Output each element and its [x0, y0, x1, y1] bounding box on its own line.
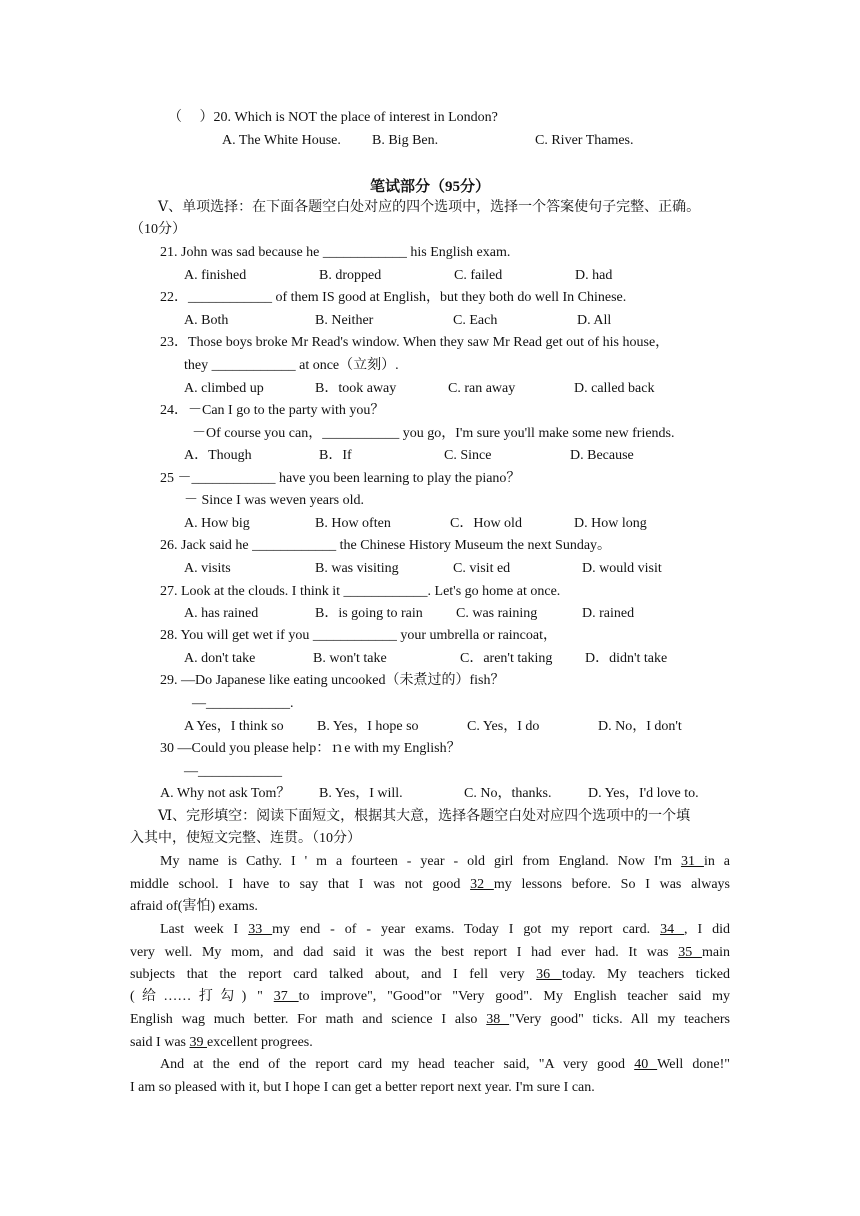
q27-option-a: A. has rained	[184, 606, 259, 621]
q20-option-c: C. River Thames.	[535, 133, 634, 148]
blank-37: 37	[273, 989, 299, 1004]
q23-option-c: C. ran away	[448, 381, 516, 396]
question-24-cont: －Of course you can，___________ you go，I'm sure you'll make some new friends.	[192, 426, 675, 441]
question-30: 30 —Could you please help：ｎe with my English？	[160, 741, 461, 756]
q28-option-c: C．aren't taking	[460, 651, 553, 666]
q26-option-d: D. would visit	[582, 561, 662, 576]
question-23: 23．Those boys broke Mr Read's window. When they saw Mr Read get out of his house，	[160, 335, 670, 350]
q29-option-b: B. Yes，I hope so	[317, 719, 419, 734]
question-28: 28. You will get wet if you ____________ your umbrella or raincoat，	[160, 628, 558, 643]
q21-option-b: B. dropped	[319, 268, 382, 283]
q26-option-b: B. was visiting	[315, 561, 399, 576]
blank-35: 35	[678, 945, 703, 960]
q21-option-c: C. failed	[454, 268, 503, 283]
q25-option-a: A. How big	[184, 516, 250, 531]
q22-option-b: B. Neither	[315, 313, 374, 328]
passage-line: My name is Cathy. I ' m a fourteen - year - old girl from England. Now I'm 31 in a	[160, 854, 731, 869]
q20-option-b: B. Big Ben.	[372, 133, 439, 148]
question-24: 24．－Can I go to the party with you？	[160, 403, 385, 418]
q28-option-a: A. don't take	[184, 651, 256, 666]
passage-line: subjects that the report card talked about, and I fell very 36 today. My teachers ticked	[130, 967, 730, 982]
blank-32: 32	[470, 877, 494, 892]
question-25: 25 －____________ have you been learning to play the piano？	[160, 471, 521, 486]
q28-option-d: D．didn't take	[585, 651, 668, 666]
blank-31: 31	[680, 854, 704, 869]
question-29: 29. —Do Japanese like eating uncooked（未煮过的）fish？	[160, 673, 505, 688]
q29-option-c: C. Yes，I do	[467, 719, 540, 734]
passage-line: I am so pleased with it, but I hope I can get a better report next year. I'm sure I can.	[130, 1080, 595, 1095]
q21-option-d: D. had	[575, 268, 613, 283]
q22-option-a: A. Both	[184, 313, 229, 328]
blank-36: 36	[536, 967, 562, 982]
q26-option-c: C. visit ed	[453, 561, 511, 576]
q30-option-b: B. Yes，I will.	[319, 786, 403, 801]
part5-instruction: Ⅴ、单项选择：在下面各题空白处对应的四个选项中，选择一个答案使句子完整、正确。	[158, 200, 701, 215]
part5-instruction-cont: （10分）	[130, 222, 186, 237]
blank-40: 40	[634, 1057, 658, 1072]
passage-line: Last week I 33 my end - of - year exams. Today I got my report card. 34 , I did	[160, 922, 731, 937]
q23-option-b: B．took away	[315, 381, 397, 396]
question-23-cont: they ____________ at once（立刻）.	[184, 358, 399, 373]
passage-line: middle school. I have to say that I was not good 32 my lessons before. So I was always	[130, 877, 730, 892]
q24-option-d: D. Because	[570, 448, 634, 463]
question-22: 22．____________ of them IS good at English，but they both do well In Chinese.	[160, 290, 627, 305]
q24-option-a: A．Though	[184, 448, 252, 463]
q21-option-a: A. finished	[184, 268, 247, 283]
q24-option-c: C. Since	[444, 448, 492, 463]
q22-option-c: C. Each	[453, 313, 498, 328]
passage-line: said I was 39 excellent progrees.	[130, 1035, 313, 1050]
question-29-cont: —____________.	[192, 696, 294, 711]
q23-option-a: A. climbed up	[184, 381, 264, 396]
q27-option-c: C. was raining	[456, 606, 538, 621]
question-20: （ ）20. Which is NOT the place of interest in London?	[168, 110, 498, 125]
question-30-cont: —____________	[184, 764, 282, 779]
question-21: 21. John was sad because he ____________ his English exam.	[160, 245, 511, 260]
blank-33: 33	[248, 922, 273, 937]
q30-option-d: D. Yes，I'd love to.	[588, 786, 699, 801]
q30-option-a: A. Why not ask Tom？	[160, 786, 291, 801]
q22-option-d: D. All	[577, 313, 612, 328]
blank-34: 34	[660, 922, 685, 937]
q20-option-a: A. The White House.	[222, 133, 341, 148]
q25-option-b: B. How often	[315, 516, 391, 531]
passage-line: (给……打勾) " 37 to improve", "Good"or "Very good". My English teacher said my	[130, 989, 731, 1004]
q30-option-c: C. No，thanks.	[464, 786, 552, 801]
q24-option-b: B．If	[319, 448, 352, 463]
q28-option-b: B. won't take	[313, 651, 387, 666]
passage-line: afraid of(害怕) exams.	[130, 899, 258, 914]
question-26: 26. Jack said he ____________ the Chinese History Museum the next Sunday。	[160, 538, 612, 553]
q23-option-d: D. called back	[574, 381, 655, 396]
part6-instruction-cont: 入其中，使短文完整、连贯。（10分）	[130, 831, 361, 846]
part6-instruction: Ⅵ、完形填空：阅读下面短文，根据其大意，选择各题空白处对应四个选项中的一个填	[158, 809, 691, 824]
q27-option-b: B．is going to rain	[315, 606, 423, 621]
passage-line: And at the end of the report card my head teacher said, "A very good 40 Well done!"	[160, 1057, 730, 1072]
q26-option-a: A. visits	[184, 561, 231, 576]
section-title: 笔试部分（95分）	[369, 179, 490, 195]
q27-option-d: D. rained	[582, 606, 635, 621]
passage-line: English wag much better. For math and science I also 38 "Very good" ticks. All my teachers	[130, 1012, 730, 1027]
q25-option-c: C．How old	[450, 516, 522, 531]
blank-39: 39	[189, 1035, 207, 1050]
passage-line: very well. My mom, and dad said it was the best report I had ever had. It was 35 main	[130, 945, 731, 960]
blank-38: 38	[486, 1012, 510, 1027]
question-25-cont: － Since I was weven years old.	[184, 493, 365, 508]
q29-option-d: D. No，I don't	[598, 719, 682, 734]
q25-option-d: D. How long	[574, 516, 647, 531]
question-27: 27. Look at the clouds. I think it ____________. Let's go home at once.	[160, 584, 561, 599]
q29-option-a: A Yes，I think so	[184, 719, 284, 734]
